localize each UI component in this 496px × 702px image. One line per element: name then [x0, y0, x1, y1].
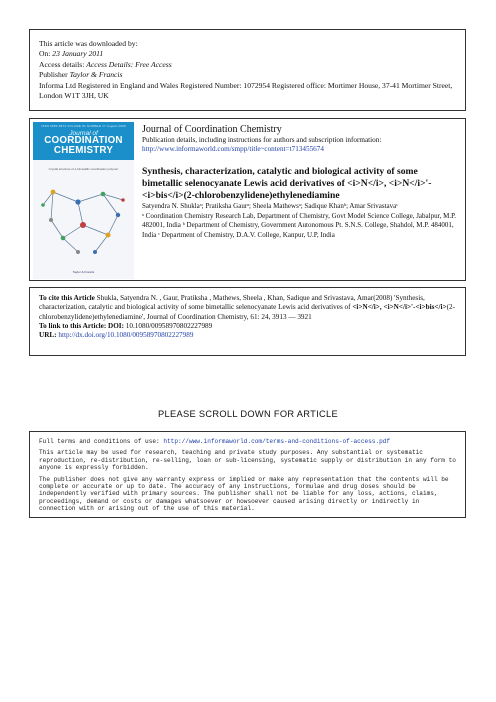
author-list: Satyendra N. Shuklaᵃ; Pratiksha Gaurᵃ; Sheela Mathewsᵃ; Sadique Khanᵇ; Amar Srivastavaᶜ — [142, 202, 399, 211]
terms-disclaimer: The publisher does not give any warranty express or implied or make any representation that the contents will be complete or accurate or up to date. The accuracy of any instructions, formulae and drug doses should be independently verified with primary sources. The publisher shall not be liable for any loss, actions, claims, proceedings, demand or costs or damages whatsoever or howsoever caused arising directly or indirectly in connection with or arising out of the use of this material. — [39, 475, 449, 513]
download-date: On: 23 January 2011 — [39, 49, 104, 59]
terms-usage: This article may be used for research, teaching and private study purposes. Any substantial or systematic reproduction, re-distribution, re-selling, loan or sub-licensing, systematic supply or distribution in any form to anyone is expressly forbidden. — [39, 449, 456, 472]
cover-volume: ISSN 0095-8972 VOLUME 61 NUMBER 17 August 2008 — [41, 124, 126, 128]
journal-details — [142, 124, 460, 240]
journal-info-box — [29, 118, 466, 281]
access-details: Access details: Access Details: Free Access — [39, 59, 172, 69]
doi-line: To link to this Article: DOI: 10.1080/00958970802227989 — [39, 321, 213, 330]
cover-title-top: Journal of — [69, 130, 98, 137]
article-title: Synthesis, characterization, catalytic and biological activity of some bimetallic selenocyanate Lewis acid derivatives of <i>N</i>, <i>N</i>'-<i>bis</i>(2-chlorobenzylidene)ethylenediamine — [142, 165, 432, 202]
scroll-notice: PLEASE SCROLL DOWN FOR ARTICLE — [157, 409, 338, 419]
journal-url-link[interactable]: http://www.informaworld.com/smpp/title~content=t713455674 — [142, 145, 324, 154]
article-authors — [142, 202, 460, 240]
terms-box — [29, 431, 466, 518]
terms-url-link[interactable]: http://www.informaworld.com/terms-and-conditions-of-access.pdf — [163, 438, 391, 445]
cover-publisher: Taylor & Francis — [72, 270, 95, 274]
cover-inner-text: Crystal structure of a bimetallic coordination polymer — [48, 167, 119, 171]
journal-cover-image[interactable] — [33, 122, 134, 279]
download-info-box — [29, 29, 466, 111]
doi-url-link[interactable]: http://dx.doi.org/10.1080/00958970802227989 — [58, 331, 194, 340]
molecule-structure-icon — [33, 180, 134, 260]
publisher: Publisher Taylor & Francis — [39, 70, 123, 80]
url-line: URL: http://dx.doi.org/10.1080/00958970802227989 — [39, 331, 194, 340]
journal-title: Journal of Coordination Chemistry — [142, 124, 282, 135]
terms-line: Full terms and conditions of use: http://www.informaworld.com/terms-and-conditions-of-access.pdf — [39, 438, 391, 445]
citation-text: To cite this Article Shukla, Satyendra N. , Gaur, Pratiksha , Mathews, Sheela , Khan, Sadique and Srivastava, Amar(2008) 'Synthesis, characterization, catalytic and biological activity of some bimetallic selenocyanate Lewis acid derivatives of <i>N</i>, <i>N</i>'-<i>bis</i>(2-chlorobenzylidene)ethylenediamine', Journal of Coordination Chemistry, 61: 24, 3913 — 3921 — [39, 294, 455, 321]
publication-details: Publication details, including instructions for authors and subscription information: — [142, 136, 382, 144]
registered-office: Informa Ltd Registered in England and Wales Registered Number: 1072954 Registered office: Mortimer House, 37-41 Mortimer Street, London W1T 3JH, UK — [39, 80, 453, 101]
author-affiliations: ᵃ Coordination Chemistry Research Lab, Department of Chemistry, Govt Model Science College, Jabalpur, M.P. 482001, India ᵇ Department of Chemistry, Government Autonomous Pt. S.N.S. College, Shahdol, M.P. 484001, India ᶜ Department of Chemistry, D.A.V. College, Kanpur, U.P, India — [142, 211, 456, 239]
citation-box — [29, 287, 466, 356]
cover-title-main: COORDINATION CHEMISTRY — [44, 135, 123, 156]
download-line: This article was downloaded by: — [39, 39, 138, 48]
